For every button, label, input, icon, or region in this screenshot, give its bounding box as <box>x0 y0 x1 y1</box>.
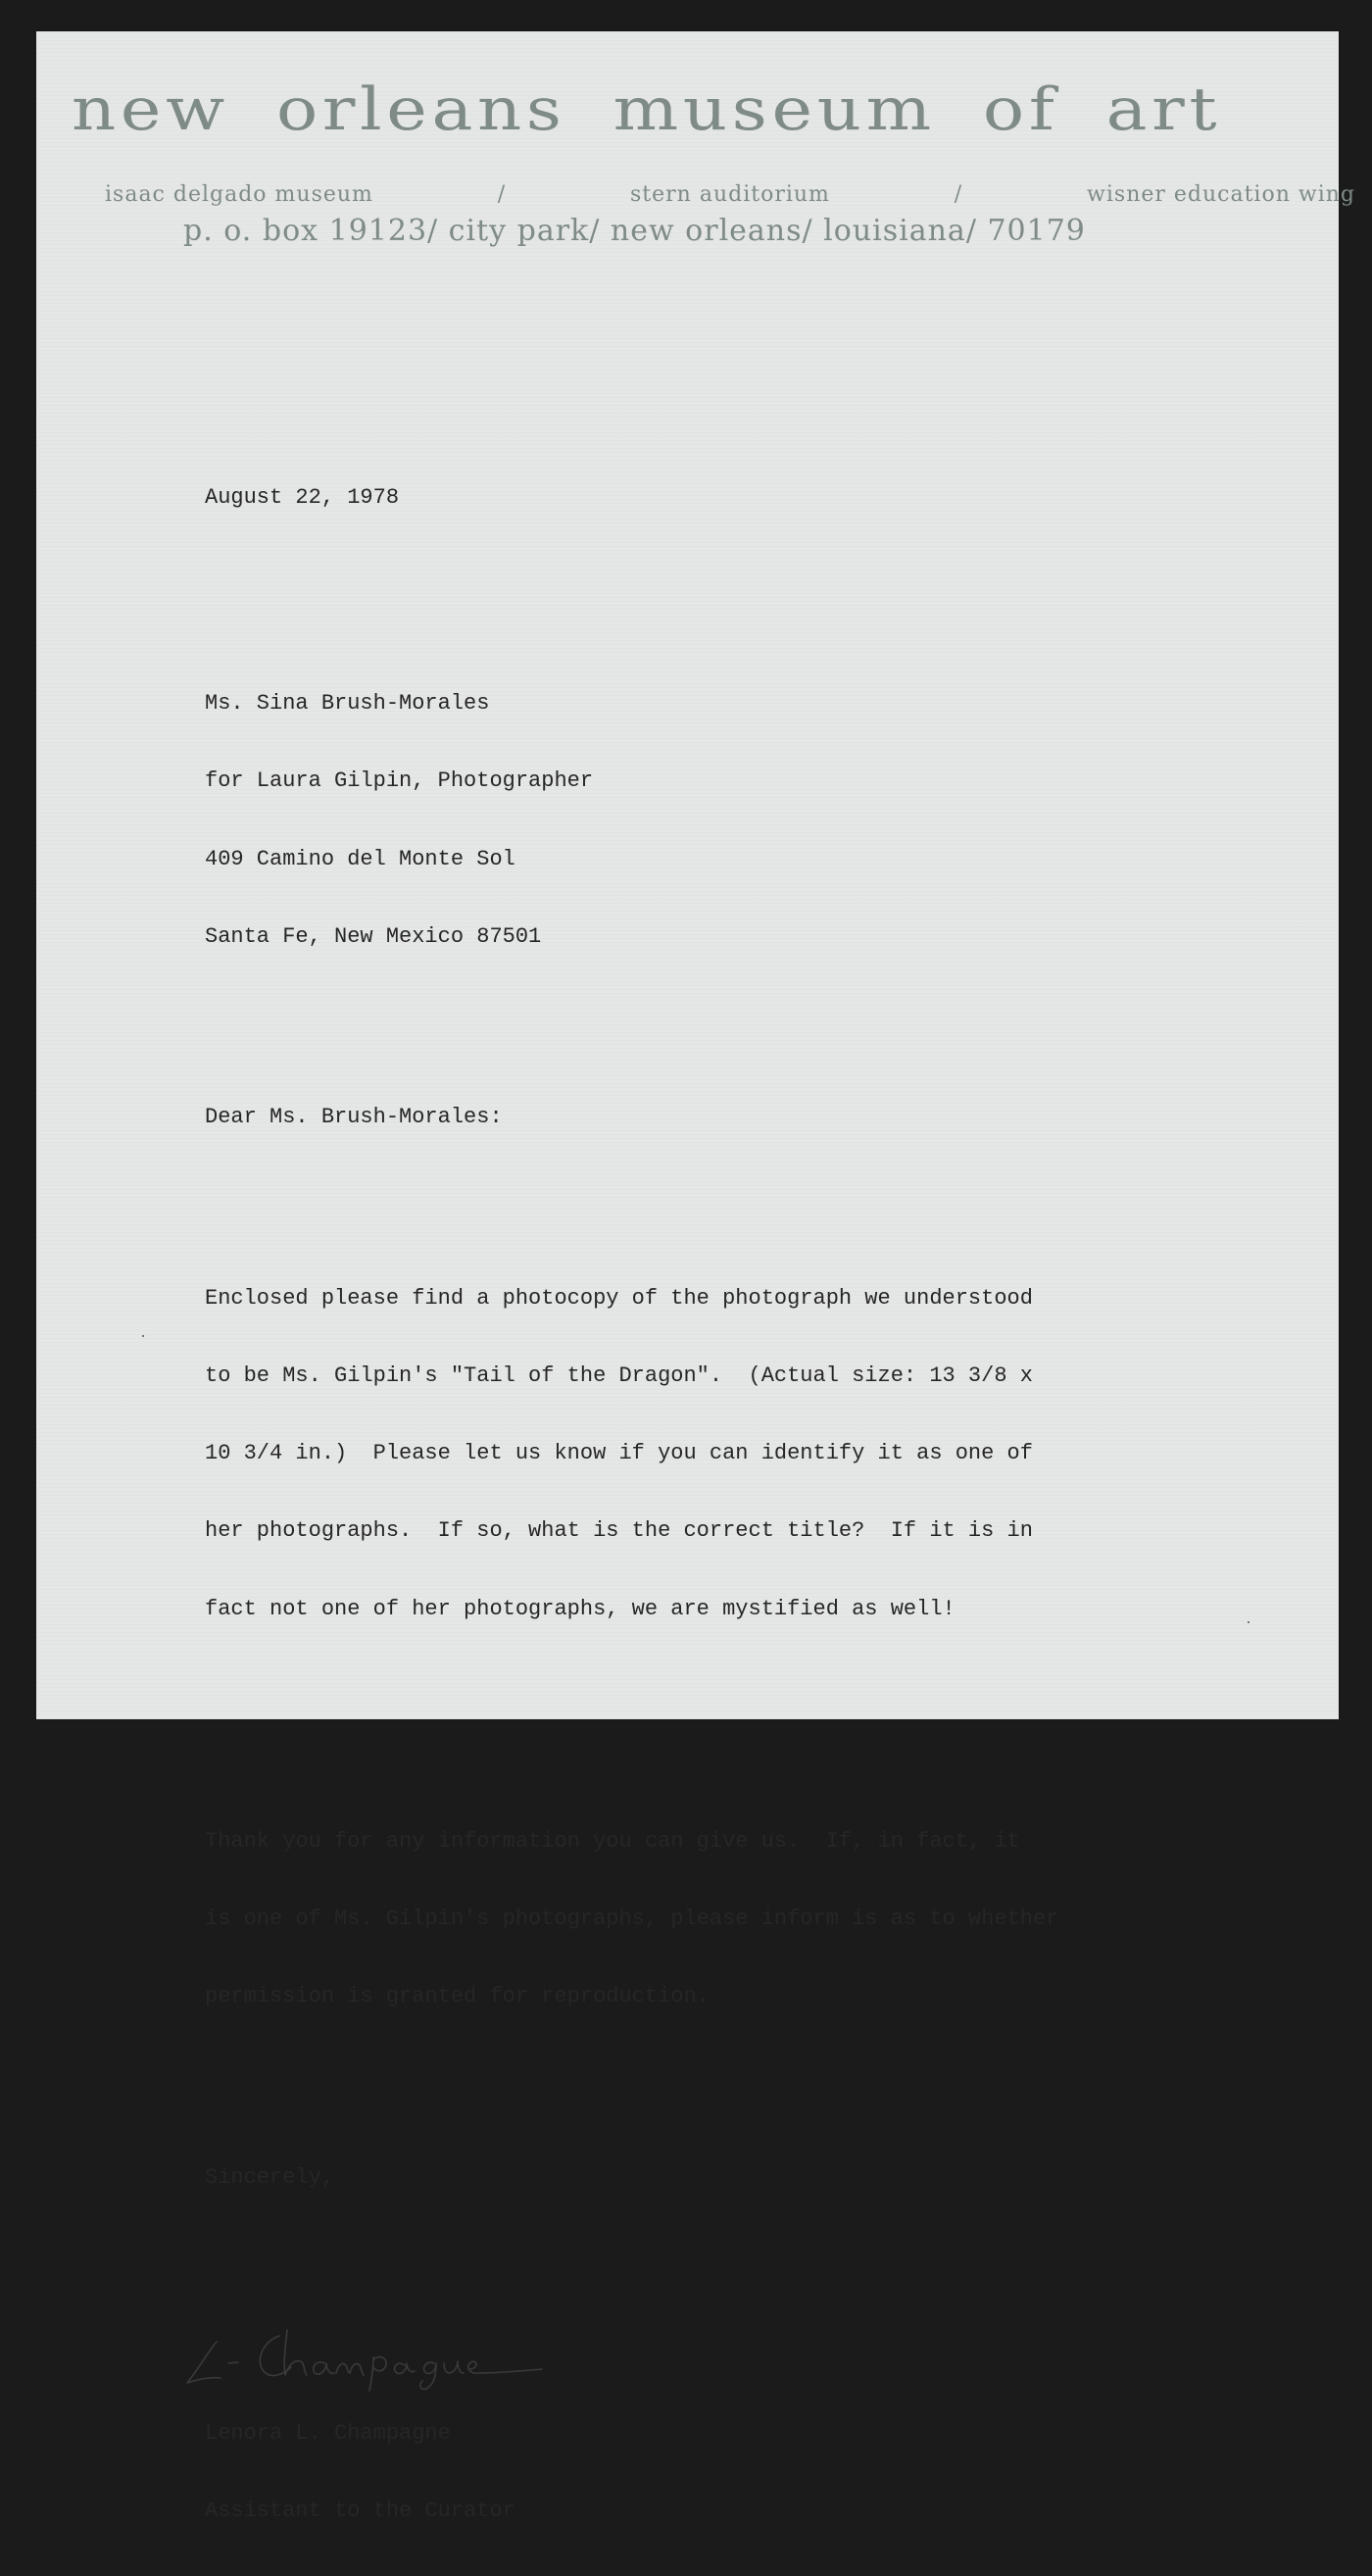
letterhead-sub-stern: stern auditorium <box>630 182 830 207</box>
paragraph-line: permission is granted for reproduction. <box>205 1984 710 2009</box>
letterhead-sub-separator: / <box>497 182 507 207</box>
letterhead-address: p. o. box 19123/ city park/ new orleans/ louisiana/ 70179 <box>183 214 1086 248</box>
signer-name: Lenora L. Champagne <box>205 2420 451 2446</box>
letterhead-sub-delgado: isaac delgado museum <box>105 182 373 207</box>
letterhead-subtitle <box>105 182 1355 207</box>
letter-date: August 22, 1978 <box>205 484 400 510</box>
signer-title: Assistant to the Curator <box>205 2498 515 2523</box>
letterhead-museum-name: new orleans museum of art <box>72 75 1222 144</box>
signature-image <box>177 2324 550 2393</box>
recipient-address <box>205 639 1312 1002</box>
paragraph-line: to be Ms. Gilpin's "Tail of the Dragon". (Actual size: 13 3/8 x <box>205 1363 1033 1388</box>
letter-page <box>36 31 1355 2523</box>
closing: Sincerely, <box>205 2164 335 2190</box>
paragraph-2 <box>205 1777 1312 2061</box>
paragraph-line: 10 3/4 in.) Please let us know if you can identify it as one of <box>205 1441 1033 1466</box>
paper-speck <box>1248 1621 1250 1623</box>
paper-speck <box>142 1335 144 1337</box>
letterhead-sub-separator: / <box>954 182 963 207</box>
salutation: Dear Ms. Brush-Morales: <box>205 1105 503 1130</box>
letterhead <box>72 75 1355 248</box>
paragraph-1 <box>205 1234 1312 1674</box>
recipient-line: for Laura Gilpin, Photographer <box>205 768 594 794</box>
paragraph-line: her photographs. If so, what is the correct title? If it is in <box>205 1518 1033 1544</box>
handwritten-signature <box>177 2272 550 2341</box>
paragraph-line: Thank you for any information you can give us. If, in fact, it <box>205 1828 1020 1854</box>
paragraph-line: fact not one of her photographs, we are mystified as well! <box>205 1596 956 1621</box>
recipient-line: Ms. Sina Brush-Morales <box>205 691 490 717</box>
recipient-line: 409 Camino del Monte Sol <box>205 846 515 871</box>
paragraph-line: is one of Ms. Gilpin's photographs, please inform is as to whether <box>205 1907 1059 1932</box>
letterhead-sub-wisner: wisner education wing <box>1087 182 1355 207</box>
letter-body <box>205 433 1312 2576</box>
recipient-line: Santa Fe, New Mexico 87501 <box>205 923 542 949</box>
paragraph-line: Enclosed please find a photocopy of the photograph we understood <box>205 1285 1033 1311</box>
